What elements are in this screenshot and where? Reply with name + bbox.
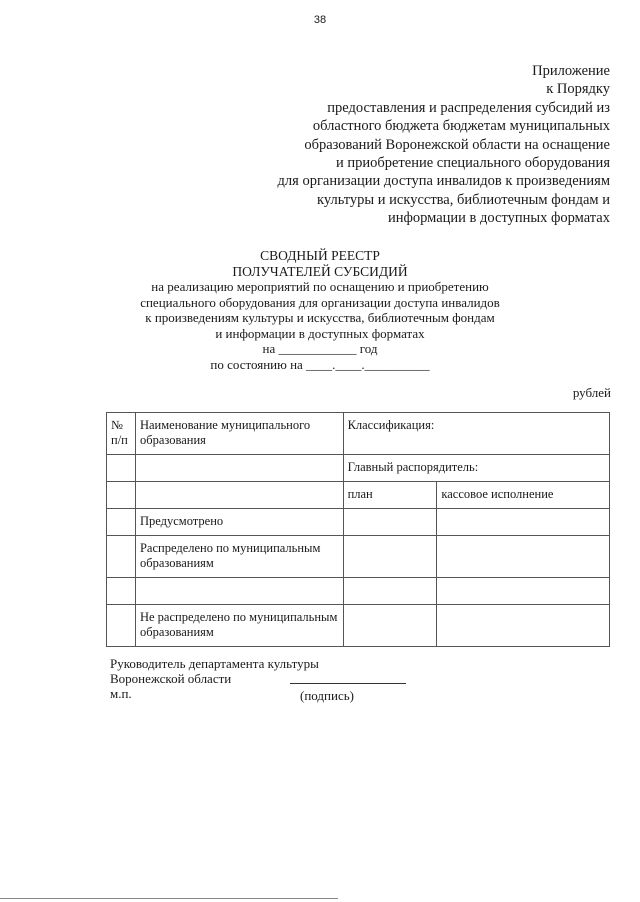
header-cash-execution: кассовое исполнение — [437, 482, 610, 509]
appendix-line: образований Воронежской области на оснащение — [304, 136, 610, 153]
subtitle-line: к произведениям культуры и искусства, библиотечным фондам — [145, 310, 495, 325]
table-cell — [135, 482, 343, 509]
table-cell — [343, 605, 437, 647]
table-row — [107, 605, 610, 647]
header-num: № п/п — [107, 413, 136, 455]
subtitle-line: на реализацию мероприятий по оснащению и приобретению — [151, 279, 489, 294]
signer-title: Руководитель департамента культуры — [110, 656, 319, 671]
registry-table — [106, 412, 610, 647]
table-cell — [135, 578, 343, 605]
header-classification: Классификация: — [343, 413, 609, 455]
currency-unit: рублей — [572, 385, 611, 400]
subtitle-line: специального оборудования для организации доступа инвалидов — [140, 294, 500, 310]
signature-line — [290, 683, 406, 684]
appendix-line: областного бюджета бюджетам муниципальных — [312, 118, 610, 135]
appendix-line: информации в доступных форматах — [387, 210, 610, 227]
page-number: 38 — [313, 14, 327, 26]
table-cell — [437, 536, 610, 578]
table-cell — [437, 578, 610, 605]
document-title: СВОДНЫЙ РЕЕСТР — [260, 248, 380, 263]
appendix-line: и приобретение специального оборудования — [335, 155, 610, 172]
signature-caption: (подпись) — [300, 688, 354, 703]
row-provided: Предусмотрено — [135, 509, 343, 536]
stamp-label: м.п. — [110, 686, 132, 701]
year-line: на ____________ год — [262, 341, 378, 356]
table-row — [107, 536, 610, 578]
header-plan: план — [343, 482, 437, 509]
appendix-line: Приложение — [532, 63, 610, 79]
subtitle-line: и информации в доступных форматах — [215, 325, 425, 341]
footnote-divider — [0, 898, 338, 899]
header-main-manager: Главный распорядитель: — [343, 455, 609, 482]
table-row — [107, 509, 610, 536]
table-row — [107, 413, 610, 455]
table-cell — [135, 455, 343, 482]
header-name: Наименование муниципального образования — [135, 413, 343, 455]
document-title-line2: ПОЛУЧАТЕЛЕЙ СУБСИДИЙ — [232, 263, 408, 279]
appendix-line: для организации доступа инвалидов к произведениям — [277, 173, 610, 190]
row-not-distributed: Не распределено по муниципальным образованиям — [135, 605, 343, 647]
table-row — [107, 455, 610, 482]
table-cell — [107, 482, 136, 509]
table-cell — [107, 455, 136, 482]
date-line: по состоянию на ____.____.__________ — [210, 356, 430, 372]
table-row — [107, 578, 610, 605]
table-cell — [343, 536, 437, 578]
table-cell — [437, 509, 610, 536]
signature-block — [110, 656, 430, 701]
table-cell — [107, 509, 136, 536]
table-cell — [343, 509, 437, 536]
table-cell — [107, 578, 136, 605]
appendix-line: к Порядку — [546, 81, 610, 98]
table-cell — [343, 578, 437, 605]
row-distributed: Распределено по муниципальным образованиям — [135, 536, 343, 578]
table-cell — [107, 536, 136, 578]
table-cell — [437, 605, 610, 647]
table-row — [107, 482, 610, 509]
appendix-block — [190, 62, 610, 228]
table-cell — [107, 605, 136, 647]
signer-region: Воронежской области — [110, 671, 232, 686]
appendix-line: культуры и искусства, библиотечным фондам и — [317, 191, 610, 208]
appendix-line: предоставления и распределения субсидий из — [327, 99, 610, 116]
document-header — [0, 248, 640, 372]
